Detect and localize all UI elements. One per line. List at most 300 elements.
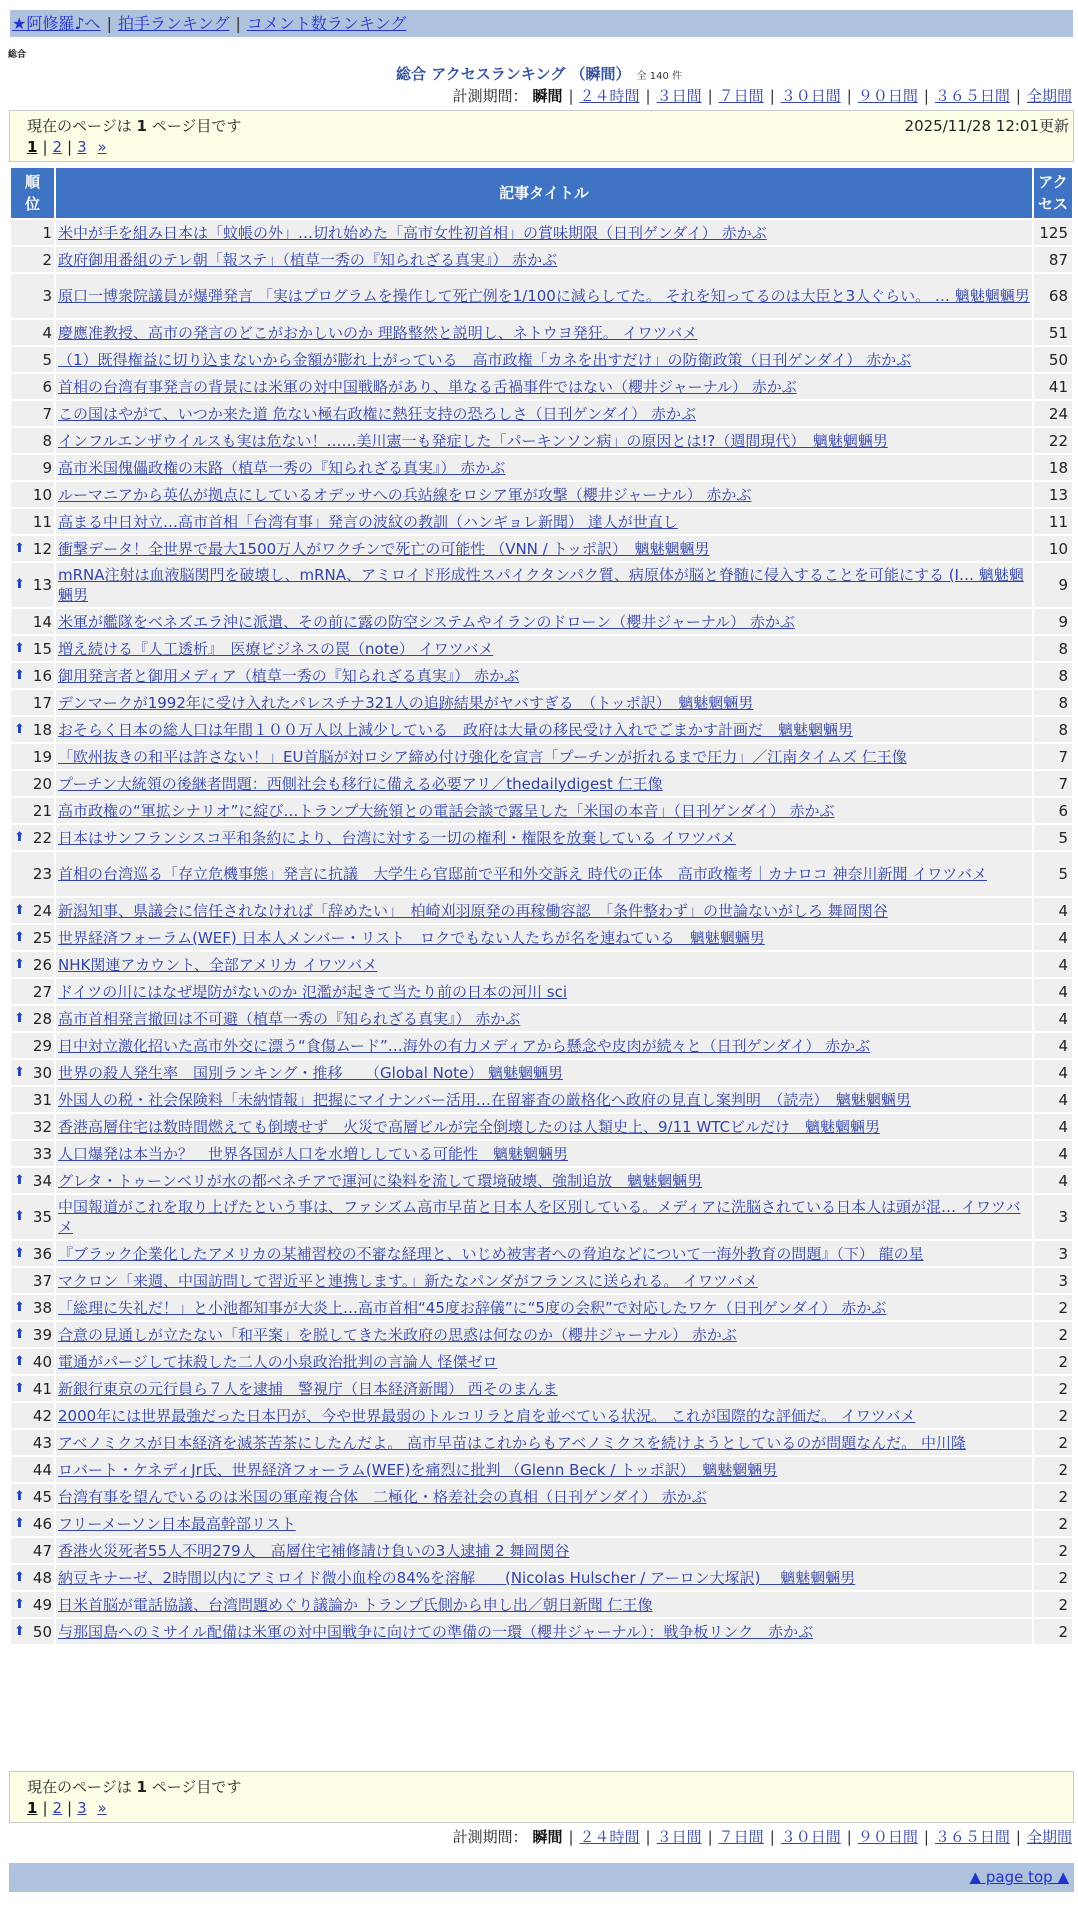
period-option-5[interactable]: ９０日間: [857, 1828, 918, 1846]
rank-cell: [11, 347, 54, 372]
title-cell: [56, 1268, 1032, 1293]
article-title-link[interactable]: この国はやがて、いつか来た道 危ない極右政権に熱狂支持の恐ろしさ（日刊ゲンダイ） 赤かぶ: [58, 404, 697, 423]
table-row: [11, 1168, 1072, 1193]
rank-number: 18: [32, 720, 52, 739]
rank-number: 50: [32, 1622, 52, 1641]
rank-number: 44: [32, 1460, 52, 1479]
article-title-link[interactable]: 香港火災死者55人不明279人 高層住宅補修請け負いの3人逮捕 2 舞岡関谷: [58, 1541, 570, 1560]
article-title-link[interactable]: 御用発言者と御用メディア（植草一秀の『知られざる真実』） 赤かぶ: [58, 666, 520, 685]
period-separator: |: [769, 1828, 775, 1846]
table-row: [11, 509, 1072, 534]
period-separator: |: [1015, 87, 1021, 105]
rank-number: 49: [32, 1595, 52, 1614]
title-cell: [56, 717, 1032, 742]
rank-up-arrow-icon: ⬆: [14, 1299, 25, 1315]
article-title-link[interactable]: アベノミクスが日本経済を滅茶苦茶にしたんだよ。 高市早苗はこれからもアベノミクスを続けようとしているのが問題なんだ。 中川隆: [58, 1433, 967, 1452]
title-cell: [56, 952, 1032, 977]
article-title-link[interactable]: おそらく日本の総人口は年間１００万人以上減少している 政府は大量の移民受け入れでごまかす計画だ 魑魅魍魎男: [58, 720, 854, 739]
table-row: [11, 1241, 1072, 1266]
title-cell: [56, 1457, 1032, 1482]
period-current: 瞬間: [532, 87, 563, 105]
rank-up-arrow-icon: ⬆: [14, 1623, 25, 1639]
ranking-table: [9, 166, 1074, 1646]
title-cell: [56, 771, 1032, 796]
rank-number: 22: [32, 828, 52, 847]
article-title-link[interactable]: 2000年には世界最強だった日本円が、今や世界最弱のトルコリラと肩を並べている状況。 これが国際的な評価だ。 イワツバメ: [58, 1406, 916, 1425]
access-count: 9: [1034, 563, 1072, 607]
rank-number: 2: [42, 250, 52, 269]
access-count: 13: [1034, 482, 1072, 507]
title-cell: [56, 1538, 1032, 1563]
period-option-2[interactable]: ３日間: [656, 1828, 702, 1846]
article-title-link[interactable]: マクロン「来週、中国訪問して習近平と連携します。」新たなパンダがフランスに送られる。 イワツバメ: [58, 1271, 758, 1290]
pager-current: 1: [27, 138, 38, 156]
rank-cell: [11, 1195, 54, 1239]
nav-separator: |: [106, 14, 112, 33]
table-row: [11, 1141, 1072, 1166]
period-separator: |: [923, 87, 929, 105]
current-page-number: 1: [136, 117, 147, 135]
title-cell: [56, 636, 1032, 661]
period-separator: |: [846, 87, 852, 105]
article-title-link[interactable]: グレタ・トゥーンベリが水の都ベネチアで運河に染料を流して環境破壊、強制追放 魑魅魍魎男: [58, 1171, 703, 1190]
article-title-link[interactable]: 納豆キナーゼ、2時間以内にアミロイド微小血栓の84%を溶解 (Nicolas Hulscher / アーロン大塚訳) 魑魅魍魎男: [58, 1568, 856, 1587]
title-cell: [56, 1114, 1032, 1139]
rank-number: 43: [32, 1433, 52, 1452]
section-tag: 総合: [8, 50, 27, 60]
pager-next[interactable]: »: [97, 1799, 107, 1817]
article-title-link[interactable]: 台湾有事を望んでいるのは米国の軍産複合体 二極化・格差社会の真相（日刊ゲンダイ） 赤かぶ: [58, 1487, 707, 1506]
access-count: 4: [1034, 1033, 1072, 1058]
rank-cell: [11, 798, 54, 823]
table-row: [11, 1565, 1072, 1590]
title-cell: [56, 1195, 1032, 1239]
rank-cell: [11, 274, 54, 318]
period-option-3[interactable]: ７日間: [718, 1828, 764, 1846]
rank-number: 47: [32, 1541, 52, 1560]
pager-current: 1: [27, 1799, 38, 1817]
table-row: [11, 771, 1072, 796]
ranking-body: [11, 220, 1072, 1644]
applause-ranking-link[interactable]: 拍手ランキング: [117, 14, 230, 33]
title-cell: [56, 374, 1032, 399]
rank-number: 37: [32, 1271, 52, 1290]
rank-number: 38: [32, 1298, 52, 1317]
rank-number: 29: [32, 1036, 52, 1055]
rank-cell: [11, 690, 54, 715]
table-row: [11, 1114, 1072, 1139]
title-cell: [56, 247, 1032, 272]
article-title-link[interactable]: 高市首相発言撤回は不可避（植草一秀の『知られざる真実』） 赤かぶ: [58, 1009, 521, 1028]
table-row: [11, 455, 1072, 480]
table-row: [11, 798, 1072, 823]
title-cell: [56, 1033, 1032, 1058]
rank-cell: [11, 1349, 54, 1374]
article-title-link[interactable]: ドイツの川にはなぜ堤防がないのか 氾濫が起きて当たり前の日本の河川 sci: [58, 982, 568, 1001]
rank-up-arrow-icon: ⬆: [14, 1569, 25, 1585]
current-page-number: 1: [136, 1778, 147, 1796]
access-count: 2: [1034, 1565, 1072, 1590]
access-count: 4: [1034, 1168, 1072, 1193]
article-title-link[interactable]: ロバート・ケネディJr氏、世界経済フォーラム(WEF)を痛烈に批判 （Glenn Beck / トッポ訳） 魑魅魍魎男: [58, 1460, 778, 1479]
rank-cell: [11, 952, 54, 977]
table-row: [11, 898, 1072, 923]
article-title-link[interactable]: 衝撃データ！全世界で最大1500万人がワクチンで死亡の可能性 （VNN / トッポ訳） 魑魅魍魎男: [58, 539, 710, 558]
article-title-link[interactable]: 日本はサンフランシスコ平和条約により、台湾に対する一切の権利・権限を放棄している イワツバメ: [58, 828, 736, 847]
title-cell: [56, 898, 1032, 923]
rank-column-header: 順位: [11, 168, 54, 218]
rank-number: 46: [32, 1514, 52, 1533]
rank-up-arrow-icon: ⬆: [14, 1515, 25, 1531]
article-title-link[interactable]: 合意の見通しが立たない「和平案」を脱してきた米政府の思惑は何なのか（櫻井ジャーナル） 赤かぶ: [58, 1325, 737, 1344]
title-cell: [56, 1241, 1032, 1266]
title-column-header: 記事タイトル: [56, 168, 1032, 218]
table-row: [11, 320, 1072, 345]
table-row: [11, 428, 1072, 453]
access-count: 5: [1034, 852, 1072, 896]
rank-number: 8: [42, 431, 52, 450]
table-row: [11, 925, 1072, 950]
access-count: 50: [1034, 347, 1072, 372]
period-label: 計測期間：: [452, 87, 528, 105]
access-count: 2: [1034, 1484, 1072, 1509]
table-row: [11, 1349, 1072, 1374]
table-row: [11, 1268, 1072, 1293]
table-row: [11, 1006, 1072, 1031]
rank-cell: [11, 320, 54, 345]
period-option-7[interactable]: 全期間: [1026, 87, 1072, 105]
rank-number: 36: [32, 1244, 52, 1263]
rank-cell: [11, 925, 54, 950]
table-row: [11, 1511, 1072, 1536]
article-title-link[interactable]: 香港高層住宅は数時間燃えても倒壊せず 火災で高層ビルが完全倒壊したのは人類史上、9/11 WTCビルだけ 魑魅魍魎男: [58, 1117, 881, 1136]
rank-cell: [11, 1033, 54, 1058]
rank-cell: [11, 979, 54, 1004]
article-title-link[interactable]: 高まる中日対立…高市首相「台湾有事」発言の波紋の教訓（ハンギョレ新聞） 達人が世直し: [58, 512, 678, 531]
period-option-1[interactable]: ２４時間: [579, 1828, 640, 1846]
rank-cell: [11, 744, 54, 769]
article-title-link[interactable]: フリーメーソン日本最高幹部リスト: [58, 1514, 296, 1533]
rank-up-arrow-icon: ⬆: [14, 1596, 25, 1612]
title-cell: [56, 744, 1032, 769]
table-row: [11, 1087, 1072, 1112]
rank-cell: [11, 1241, 54, 1266]
access-count: 2: [1034, 1511, 1072, 1536]
rank-up-arrow-icon: ⬆: [14, 667, 25, 683]
rank-cell: [11, 1376, 54, 1401]
rank-cell: [11, 1484, 54, 1509]
table-row: [11, 482, 1072, 507]
period-option-4[interactable]: ３０日間: [780, 87, 841, 105]
title-cell: [56, 455, 1032, 480]
table-row: [11, 1033, 1072, 1058]
period-option-4[interactable]: ３０日間: [780, 1828, 841, 1846]
rank-cell: [11, 455, 54, 480]
rank-number: 26: [32, 955, 52, 974]
rank-cell: [11, 1538, 54, 1563]
page-title: 総合 アクセスランキング （瞬間）: [396, 65, 631, 83]
title-cell: [56, 1592, 1032, 1617]
table-row: [11, 1484, 1072, 1509]
page-info-bottom: [9, 1771, 1074, 1823]
period-separator: |: [568, 87, 574, 105]
rank-number: 24: [32, 901, 52, 920]
access-count: 6: [1034, 798, 1072, 823]
rank-cell: [11, 898, 54, 923]
pager-page-2[interactable]: 2: [52, 1799, 63, 1817]
title-cell: [56, 979, 1032, 1004]
access-count: 2: [1034, 1592, 1072, 1617]
rank-cell: [11, 1168, 54, 1193]
current-page-prefix: 現在のページは: [27, 117, 132, 135]
rank-up-arrow-icon: ⬆: [14, 1326, 25, 1342]
access-count: 4: [1034, 979, 1072, 1004]
title-cell: [56, 536, 1032, 561]
article-title-link[interactable]: NHK関連アカウント、全部アメリカ イワツバメ: [58, 955, 378, 974]
table-row: [11, 374, 1072, 399]
article-title-link[interactable]: 新潟知事、県議会に信任されなければ「辞めたい」 柏崎刈羽原発の再稼働容認 「条件整わず」の世論ないがしろ 舞岡関谷: [58, 901, 888, 920]
rank-number: 42: [32, 1406, 52, 1425]
access-count: 9: [1034, 609, 1072, 634]
period-option-6[interactable]: ３６５日間: [934, 87, 1010, 105]
home-link[interactable]: ★阿修羅♪へ: [12, 14, 101, 33]
rank-up-arrow-icon: ⬆: [14, 1209, 25, 1224]
access-count: 41: [1034, 374, 1072, 399]
access-count: 2: [1034, 1376, 1072, 1401]
access-count: 68: [1034, 274, 1072, 318]
title-cell: [56, 220, 1032, 245]
rank-up-arrow-icon: ⬆: [14, 540, 25, 556]
pager-page-3[interactable]: 3: [77, 138, 87, 156]
rank-cell: [11, 1322, 54, 1347]
update-timestamp: 2025/11/28 12:01更新: [904, 117, 1069, 135]
article-title-link[interactable]: 「欧州抜きの和平は許さない！」EU首脳が対ロシア締め付け強化を宣言「プーチンが折れるまで圧力」／江南タイムズ 仁王像: [58, 747, 907, 766]
pager-next[interactable]: »: [97, 138, 107, 156]
title-cell: [56, 1322, 1032, 1347]
table-header-row: [11, 168, 1072, 218]
access-count: 3: [1034, 1195, 1072, 1239]
article-title-link[interactable]: 日米首脳が電話協議、台湾問題めぐり議論か トランプ氏側から申し出／朝日新聞 仁王像: [58, 1595, 653, 1614]
article-title-link[interactable]: 『ブラック企業化したアメリカの某補習校の不審な経理と、いじめ被害者への脅迫などについて一海外教育の問題』（下） 龍の星: [58, 1244, 924, 1263]
article-title-link[interactable]: 世界の殺人発生率 国別ランキング・推移 （Global Note） 魑魅魍魎男: [58, 1063, 563, 1082]
article-title-link[interactable]: 米中が手を組み日本は「蚊帳の外」…切れ始めた「高市女性初首相」の賞味期限（日刊ゲンダイ） 赤かぶ: [58, 223, 767, 242]
current-page-text: [27, 1776, 241, 1797]
access-count: 4: [1034, 1060, 1072, 1085]
rank-number: 27: [32, 982, 52, 1001]
rank-number: 3: [42, 287, 52, 305]
rank-up-arrow-icon: ⬆: [14, 902, 25, 918]
article-title-link[interactable]: 増え続ける『人工透析』 医療ビジネスの罠（note） イワツバメ: [58, 639, 494, 658]
rank-number: 10: [32, 485, 52, 504]
access-count: 8: [1034, 717, 1072, 742]
table-row: [11, 1457, 1072, 1482]
table-row: [11, 952, 1072, 977]
title-cell: [56, 1565, 1032, 1590]
access-count: 4: [1034, 925, 1072, 950]
pager-separator: |: [67, 138, 73, 156]
access-count: 11: [1034, 509, 1072, 534]
title-cell: [56, 1168, 1032, 1193]
title-cell: [56, 482, 1032, 507]
rank-number: 9: [42, 458, 52, 477]
pager-top: [27, 138, 107, 156]
article-title-link[interactable]: 首相の台湾巡る「存立危機事態」発言に抗議 大学生ら官邸前で平和外交訴え 時代の正体 高市政権考｜カナロコ 神奈川新聞 イワツバメ: [58, 865, 988, 883]
period-separator: |: [707, 87, 713, 105]
rank-up-arrow-icon: ⬆: [14, 1172, 25, 1188]
period-selector-bottom: [453, 1827, 1072, 1847]
article-title-link[interactable]: 「総理に失礼だ！」と小池都知事が大炎上…高市首相“45度お辞儀”に“5度の会釈”で対応したワケ（日刊ゲンダイ） 赤かぶ: [58, 1298, 887, 1317]
title-cell: [56, 1430, 1032, 1455]
rank-cell: [11, 1060, 54, 1085]
page-top-link[interactable]: ▲ page top ▲: [969, 1868, 1069, 1886]
comment-ranking-link[interactable]: コメント数ランキング: [246, 14, 407, 33]
article-title-link[interactable]: ルーマニアから英仏が拠点にしているオデッサへの兵站線をロシア軍が攻撃（櫻井ジャーナル） 赤かぶ: [58, 485, 752, 504]
rank-up-arrow-icon: ⬆: [14, 1064, 25, 1080]
period-option-1[interactable]: ２４時間: [579, 87, 640, 105]
title-cell: [56, 1141, 1032, 1166]
period-current: 瞬間: [532, 1828, 563, 1846]
pager-page-3[interactable]: 3: [77, 1799, 87, 1817]
period-option-6[interactable]: ３６５日間: [934, 1828, 1010, 1846]
article-title-link[interactable]: 米軍が艦隊をベネズエラ沖に派遣、その前に露の防空システムやイランのドローン（櫻井ジャーナル） 赤かぶ: [58, 612, 795, 631]
rank-cell: [11, 401, 54, 426]
table-row: [11, 536, 1072, 561]
period-option-7[interactable]: 全期間: [1026, 1828, 1072, 1846]
rank-cell: [11, 1592, 54, 1617]
title-cell: [56, 1295, 1032, 1320]
rank-number: 1: [42, 223, 52, 242]
title-cell: [56, 509, 1032, 534]
top-nav-bar: [10, 10, 1073, 37]
article-title-link[interactable]: プーチン大統領の後継者問題：西側社会も移行に備える必要アリ／thedailydigest 仁王像: [58, 774, 663, 793]
rank-up-arrow-icon: ⬆: [14, 1353, 25, 1369]
table-row: [11, 1195, 1072, 1239]
access-count: 4: [1034, 1087, 1072, 1112]
rank-cell: [11, 663, 54, 688]
table-row: [11, 1322, 1072, 1347]
rank-cell: [11, 1141, 54, 1166]
rank-number: 32: [32, 1117, 52, 1136]
article-title-link[interactable]: 世界経済フォーラム(WEF) 日本人メンバー・リスト ロクでもない人たちが名を連ねている 魑魅魍魎男: [58, 928, 765, 947]
access-count: 8: [1034, 636, 1072, 661]
rank-up-arrow-icon: ⬆: [14, 956, 25, 972]
article-title-link[interactable]: 高市政権の“軍拡シナリオ”に綻び…トランプ大統領との電話会談で露呈した「米国の本音」（日刊ゲンダイ） 赤かぶ: [58, 801, 835, 820]
period-separator: |: [645, 87, 651, 105]
rank-up-arrow-icon: ⬆: [14, 1245, 25, 1261]
period-separator: |: [645, 1828, 651, 1846]
table-row: [11, 563, 1072, 607]
access-count: 7: [1034, 744, 1072, 769]
rank-cell: [11, 771, 54, 796]
period-separator: |: [846, 1828, 852, 1846]
rank-up-arrow-icon: ⬆: [14, 721, 25, 737]
rank-number: 41: [32, 1379, 52, 1398]
rank-cell: [11, 1565, 54, 1590]
rank-up-arrow-icon: ⬆: [14, 829, 25, 845]
article-title-link[interactable]: インフルエンザウイルスも実は危ない！……美川憲一も発症した「パーキンソン病」の原因とは!?（週間現代） 魑魅魍魎男: [58, 431, 888, 450]
pager-page-2[interactable]: 2: [52, 138, 63, 156]
period-option-5[interactable]: ９０日間: [857, 87, 918, 105]
rank-cell: [11, 563, 54, 607]
access-count: 2: [1034, 1619, 1072, 1644]
period-option-2[interactable]: ３日間: [656, 87, 702, 105]
article-title-link[interactable]: （1）既得権益に切り込まないから金額が膨れ上がっている 高市政権「カネを出すだけ」の防衛政策（日刊ゲンダイ） 赤かぶ: [58, 350, 912, 369]
access-column-header: アクセス: [1034, 168, 1072, 218]
rank-number: 23: [32, 865, 52, 883]
rank-up-arrow-icon: ⬆: [14, 640, 25, 656]
table-row: [11, 1538, 1072, 1563]
article-title-link[interactable]: 慶應准教授、高市の発言のどこがおかしいのか 理路整然と説明し、ネトウヨ発狂。 イワツバメ: [58, 323, 698, 342]
rank-number: 20: [32, 774, 52, 793]
article-title-link[interactable]: 原口一博衆院議員が爆弾発言 「実はプログラムを操作して死亡例を1/100に減らしてた。 それを知ってるのは大臣と3人ぐらい。 … 魑魅魍魎男: [58, 287, 1030, 305]
period-separator: |: [1015, 1828, 1021, 1846]
access-count: 2: [1034, 1538, 1072, 1563]
title-cell: [56, 563, 1032, 607]
rank-number: 25: [32, 928, 52, 947]
title-cell: [56, 852, 1032, 896]
article-title-link[interactable]: デンマークが1992年に受け入れたパレスチナ321人の追跡結果がヤバすぎる （トッポ訳） 魑魅魍魎男: [58, 693, 754, 712]
article-title-link[interactable]: 中国報道がこれを取り上げたという事は、ファシズム高市早苗と日本人を区別している。メディアに洗脳されている日本人は頭が混… イワツバメ: [58, 1198, 1021, 1236]
access-count: 10: [1034, 536, 1072, 561]
bottom-bar: [9, 1863, 1074, 1892]
table-row: [11, 274, 1072, 318]
article-title-link[interactable]: mRNA注射は血液脳関門を破壊し、mRNA、アミロイド形成性スパイクタンパク質、病原体が脳と脊髄に侵入することを可能にする (I… 魑魅魍魎男: [58, 566, 1024, 604]
title-cell: [56, 798, 1032, 823]
rank-cell: [11, 509, 54, 534]
table-row: [11, 247, 1072, 272]
table-row: [11, 1430, 1072, 1455]
rank-cell: [11, 1006, 54, 1031]
access-count: 5: [1034, 825, 1072, 850]
rank-number: 28: [32, 1009, 52, 1028]
period-option-3[interactable]: ７日間: [718, 87, 764, 105]
rank-number: 15: [32, 639, 52, 658]
table-row: [11, 1376, 1072, 1401]
access-count: 4: [1034, 952, 1072, 977]
rank-number: 13: [32, 576, 52, 594]
table-row: [11, 636, 1072, 661]
period-separator: |: [923, 1828, 929, 1846]
rank-number: 48: [32, 1568, 52, 1587]
rank-cell: [11, 1457, 54, 1482]
rank-cell: [11, 1114, 54, 1139]
rank-cell: [11, 247, 54, 272]
title-cell: [56, 825, 1032, 850]
article-title-link[interactable]: 外国人の税・社会保険料「未納情報」把握にマイナンバー活用…在留審査の厳格化へ政府の見直し案判明 （読売） 魑魅魍魎男: [58, 1090, 911, 1109]
rank-number: 35: [32, 1208, 52, 1226]
rank-number: 6: [42, 377, 52, 396]
article-title-link[interactable]: 政府御用番組のテレ朝「報ステ」（植草一秀の『知られざる真実』） 赤かぶ: [58, 250, 558, 269]
article-title-link[interactable]: 人口爆発は本当か？ 世界各国が人口を水増ししている可能性 魑魅魍魎男: [58, 1144, 569, 1163]
title-cell: [56, 925, 1032, 950]
article-title-link[interactable]: 電通がパージして抹殺した二人の小泉政治批判の言論人 怪傑ゼロ: [58, 1352, 498, 1371]
rank-cell: [11, 717, 54, 742]
article-title-link[interactable]: 与那国島へのミサイル配備は米軍の対中国戦争に向けての準備の一環（櫻井ジャーナル）：戦争板リンク 赤かぶ: [58, 1622, 814, 1641]
article-title-link[interactable]: 新銀行東京の元行員ら７人を逮捕 警視庁（日本経済新聞） 西そのまんま: [58, 1379, 558, 1398]
article-title-link[interactable]: 首相の台湾有事発言の背景には米軍の対中国戦略があり、単なる舌禍事件ではない（櫻井ジャーナル） 赤かぶ: [58, 377, 797, 396]
article-title-link[interactable]: 高市米国傀儡政権の末路（植草一秀の『知られざる真実』） 赤かぶ: [58, 458, 506, 477]
article-title-link[interactable]: 日中対立激化招いた高市外交に漂う“食傷ムード”…海外の有力メディアから懸念や皮肉が続々と（日刊ゲンダイ） 赤かぶ: [58, 1036, 871, 1055]
access-count: 24: [1034, 401, 1072, 426]
title-cell: [56, 1060, 1032, 1085]
rank-number: 21: [32, 801, 52, 820]
rank-number: 34: [32, 1171, 52, 1190]
title-cell: [56, 1484, 1032, 1509]
title-cell: [56, 609, 1032, 634]
rank-number: 11: [32, 512, 52, 531]
rank-up-arrow-icon: ⬆: [14, 577, 25, 592]
access-count: 7: [1034, 771, 1072, 796]
